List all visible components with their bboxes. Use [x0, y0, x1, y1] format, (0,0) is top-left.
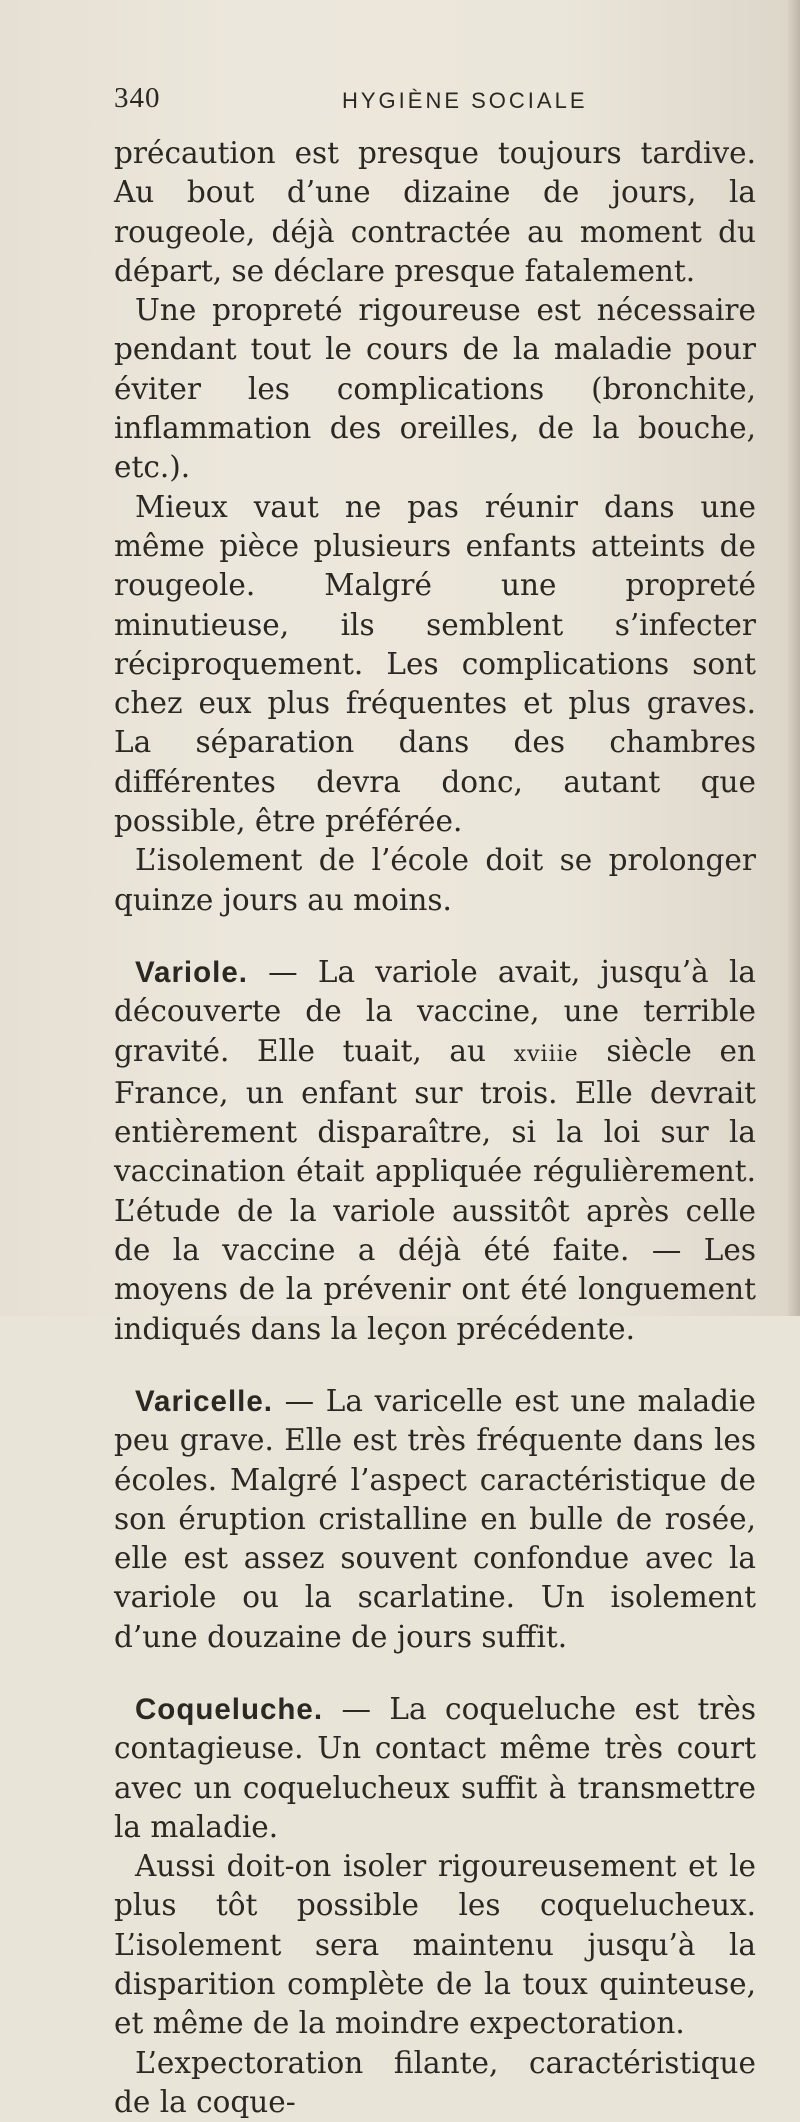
- paragraph: Une propreté rigoureuse est nécessaire pendant tout le cours de la maladie pour éviter les complications (bronchite, inflammation des oreilles, de la bouche, etc.).: [114, 293, 756, 485]
- page-header: [114, 70, 756, 114]
- paragraph: précaution est presque toujours tardive. Au bout d’une dizaine de jours, la rougeole, déjà contractée au moment du départ, se déclare presque fatalement.: [114, 136, 756, 288]
- paragraph: L’isolement de l’école doit se prolonger quinze jours au moins.: [114, 843, 756, 917]
- section-coqueluche: [114, 1690, 756, 1847]
- section-spacer: [114, 1349, 756, 1382]
- section-text: — La varicelle est une maladie peu grave. Elle est très fréquente dans les écoles. Malgré l’aspect caractéristique de son éruption cristalline en bulle de rosée, elle est assez souvent confondue avec la variole ou la scarlatine. Un isolement d’une douzaine de jours suffit.: [114, 1383, 756, 1654]
- page-edge-shadow: [786, 0, 800, 1316]
- section-title-variole: Variole.: [135, 955, 248, 989]
- paragraph: L’expectoration filante, caractéristique de la coque-: [114, 2045, 756, 2119]
- running-head: HYGIÈNE SOCIALE: [342, 88, 588, 113]
- paragraph: Mieux vaut ne pas réunir dans une même pièce plusieurs enfants atteints de rougeole. Malgré une propreté minutieuse, ils semblent s’infecter réciproquement. Les complications sont chez eux plus fréquentes et plus graves. La séparation dans des chambres différentes devra donc, autant que possible, être préférée.: [114, 489, 756, 839]
- section-text: siècle en France, un enfant sur trois. Elle devrait entièrement disparaître, si la loi sur la vaccination était appliquée régulièrement. L’étude de la variole aussitôt après celle de la vaccine a déjà été faite. — Les moyens de la prévenir ont été longuement indiqués dans la leçon précédente.: [114, 1033, 756, 1346]
- section-variole: [114, 953, 756, 1349]
- century-numeral: xviiie: [513, 1041, 579, 1067]
- section-spacer: [114, 1657, 756, 1690]
- section-title-coqueluche: Coqueluche.: [135, 1692, 324, 1726]
- section-varicelle: [114, 1382, 756, 1657]
- section-text: — La coqueluche est très contagieuse. Un contact même très court avec un coquelucheux suffit à transmettre la maladie.: [114, 1691, 756, 1844]
- section-text: — La variole avait, jusqu’à la découverte de la vaccine, une terrible gravité. Elle tuait, au: [114, 954, 756, 1068]
- section-title-varicelle: Varicelle.: [135, 1384, 273, 1418]
- body-text: [114, 134, 756, 2122]
- paragraph: Aussi doit-on isoler rigoureusement et le plus tôt possible les coquelucheux. L’isolement sera maintenu jusqu’à la disparition complète de la toux quinteuse, et même de la moindre expectoration.: [114, 1849, 756, 2041]
- section-spacer: [114, 920, 756, 953]
- page-number: 340: [114, 82, 161, 114]
